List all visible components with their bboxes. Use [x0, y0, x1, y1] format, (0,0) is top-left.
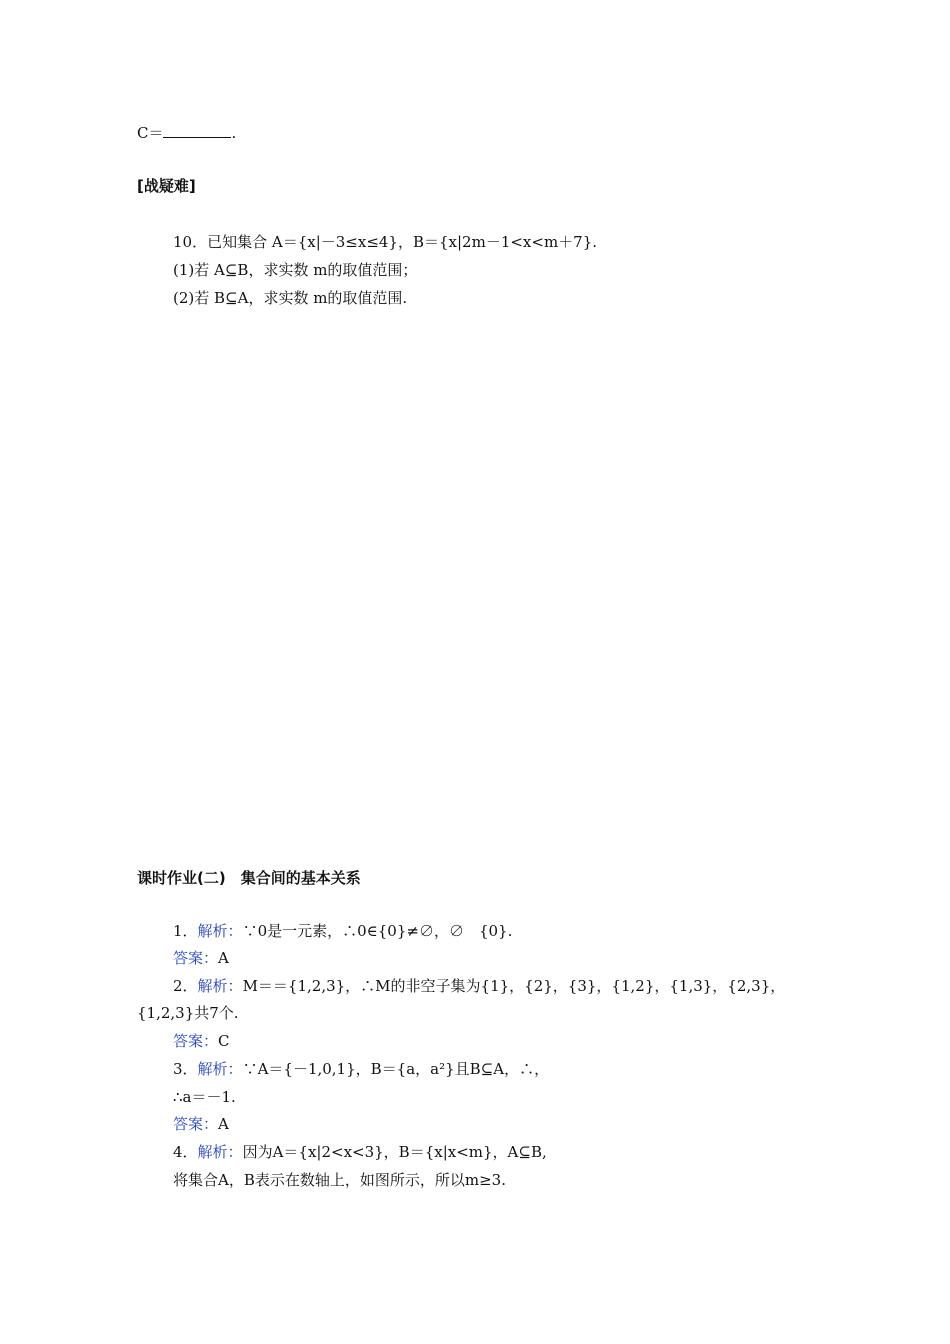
- answer-label: 答案：: [173, 1032, 219, 1050]
- problem-10-stem: 10．已知集合 A＝{x|－3≤x≤4}，B＝{x|2m－1<x<m＋7}.: [173, 233, 598, 251]
- question-number: 1．: [173, 922, 198, 940]
- analysis-text: ∵A＝{－1,0,1}，B＝{a，a²}且B⊆A，∴，: [242, 1060, 550, 1078]
- problem-10-part-2: (2)若 B⊆A，求实数 m的取值范围.: [173, 289, 408, 307]
- answer-label: 答案：: [173, 1115, 219, 1133]
- fill-in-prefix: C＝: [137, 124, 164, 142]
- analysis-label: 解析：: [197, 977, 243, 995]
- analysis-label: 解析：: [197, 922, 243, 940]
- answer-2-analysis: [173, 976, 785, 996]
- answer-3-result: [173, 1114, 229, 1134]
- answer-3-analysis: [173, 1059, 549, 1079]
- answer-2-analysis-cont: {1,2,3}共7个.: [137, 1004, 239, 1022]
- answer-value: A: [218, 1115, 229, 1133]
- answers-section-title: 课时作业(二) 集合间的基本关系: [137, 869, 361, 887]
- answer-label: 答案：: [173, 949, 219, 967]
- question-number: 2．: [173, 977, 198, 995]
- section-heading-hard: [战疑难]: [137, 177, 196, 195]
- analysis-text: M＝＝{1,2,3}，∴M的非空子集为{1}，{2}，{3}，{1,2}，{1,3}，{2,3}，: [242, 977, 786, 995]
- answer-2-result: [173, 1031, 230, 1051]
- question-number: 4．: [173, 1143, 198, 1161]
- problem-10-part-1: (1)若 A⊆B，求实数 m的取值范围；: [173, 261, 418, 279]
- answer-4-analysis: [173, 1142, 547, 1162]
- fill-in-suffix: .: [231, 124, 237, 142]
- answer-3-analysis-cont: ∴a＝－1.: [173, 1088, 236, 1106]
- analysis-label: 解析：: [197, 1060, 243, 1078]
- answer-4-analysis-cont: 将集合A，B表示在数轴上，如图所示，所以m≥3.: [173, 1171, 506, 1189]
- analysis-text: ∵0是一元素，∴0∈{0}≠∅，∅ {0}.: [242, 922, 513, 940]
- answer-1-result: [173, 948, 229, 968]
- question-number: 3．: [173, 1060, 198, 1078]
- fill-in-line: [137, 123, 236, 143]
- answer-value: A: [218, 949, 229, 967]
- answer-1-analysis: [173, 921, 512, 941]
- answer-blank: [163, 123, 231, 138]
- answer-value: C: [218, 1032, 230, 1050]
- analysis-label: 解析：: [197, 1143, 243, 1161]
- analysis-text: 因为A＝{x|2<x<3}，B＝{x|x<m}，A⊆B,: [242, 1143, 547, 1161]
